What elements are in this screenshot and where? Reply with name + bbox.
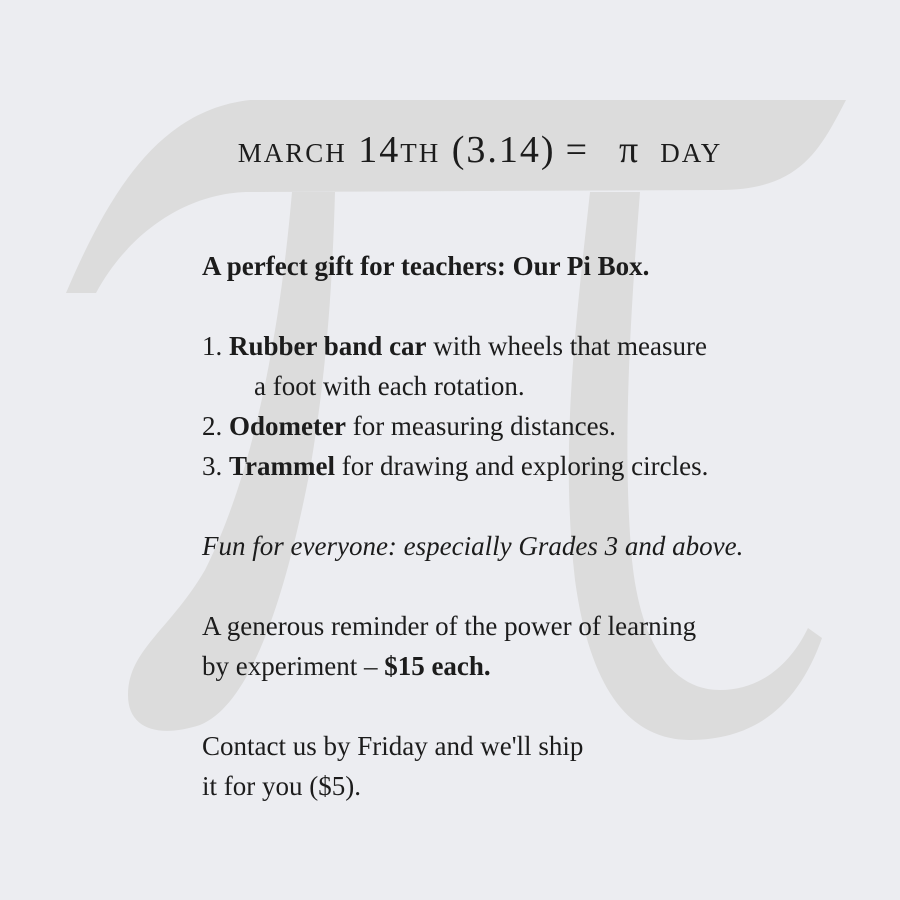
list-item-1-continuation: a foot with each rotation. [254, 371, 525, 401]
contact-line-1: Contact us by Friday and we'll ship [202, 731, 584, 761]
title-pi-symbol: π [619, 129, 641, 171]
list-item-text: with wheels that measure [426, 331, 707, 361]
list-item-name: Rubber band car [229, 331, 427, 361]
tagline: Fun for everyone: especially Grades 3 and above. [202, 531, 744, 561]
reminder-text: by experiment – [202, 651, 385, 681]
list-item-text: for drawing and exploring circles. [334, 451, 709, 481]
list-item-1 [202, 326, 842, 366]
title-equals: = [565, 129, 590, 171]
list-item-number: 3. [202, 451, 223, 481]
list-item-number: 2. [202, 411, 223, 441]
intro-text: A perfect gift for teachers: Our Pi Box. [202, 251, 650, 281]
list-item-number: 1. [202, 331, 223, 361]
title-date: march 14th (3.14) [237, 129, 556, 171]
list-item-name: Trammel [229, 451, 335, 481]
list-item-3 [202, 446, 842, 486]
list-item-2 [202, 406, 842, 446]
page-title [0, 128, 900, 172]
contact-line-2: it for you ($5). [202, 771, 361, 801]
flyer-body [202, 246, 842, 806]
list-item-name: Odometer [229, 411, 346, 441]
reminder-line-1: A generous reminder of the power of learning [202, 611, 697, 641]
intro-line [202, 246, 842, 286]
title-day: day [660, 129, 723, 171]
reminder-line-2 [202, 646, 842, 686]
price: $15 each. [384, 651, 491, 681]
list-item-text: for measuring distances. [345, 411, 616, 441]
